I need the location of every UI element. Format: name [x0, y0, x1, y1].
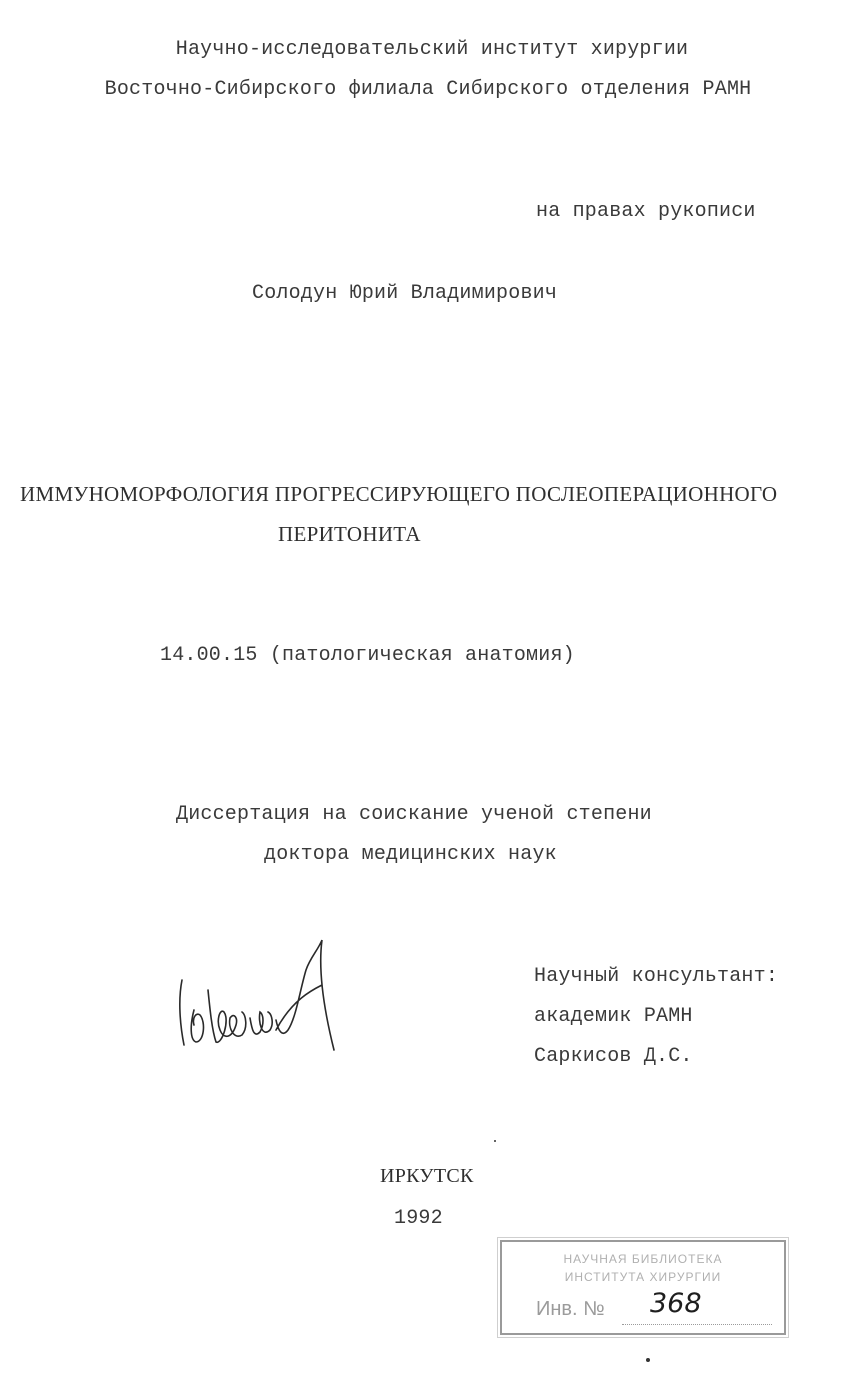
- city: ИРКУТСК: [380, 1165, 474, 1187]
- library-stamp: [500, 1240, 786, 1335]
- institute-line-2: Восточно-Сибирского филиала Сибирского отделения РАМН: [104, 78, 752, 101]
- consultant-name: Саркисов Д.С.: [534, 1045, 693, 1068]
- degree-line-1: Диссертация на соискание ученой степени: [176, 803, 652, 826]
- author-name: Солодун Юрий Владимирович: [252, 282, 558, 305]
- year: 1992: [394, 1207, 443, 1230]
- stamp-underline: [622, 1324, 772, 1325]
- speck: [646, 1358, 650, 1362]
- consultant-label: Научный консультант:: [534, 965, 779, 988]
- thesis-title-line-1: ИММУНОМОРФОЛОГИЯ ПРОГРЕССИРУЮЩЕГО ПОСЛЕОПЕРАЦИОННОГО: [20, 482, 778, 506]
- thesis-title-line-2: ПЕРИТОНИТА: [278, 522, 421, 546]
- stamp-inventory-label: Инв. №: [536, 1298, 605, 1320]
- consultant-title: академик РАМН: [534, 1005, 693, 1028]
- institute-line-1: Научно-исследовательский институт хирургии: [175, 38, 689, 61]
- manuscript-note: на правах рукописи: [536, 200, 756, 223]
- stamp-line-2: ИНСТИТУТА ХИРУРГИИ: [564, 1270, 722, 1284]
- specialty-code: 14.00.15 (патологическая анатомия): [160, 644, 575, 667]
- stamp-line-1: НАУЧНАЯ БИБЛИОТЕКА: [563, 1252, 723, 1266]
- stamp-inventory-number: 368: [650, 1288, 702, 1319]
- handwritten-signature: [172, 930, 362, 1070]
- speck: [494, 1140, 496, 1142]
- degree-line-2: доктора медицинских наук: [264, 843, 557, 866]
